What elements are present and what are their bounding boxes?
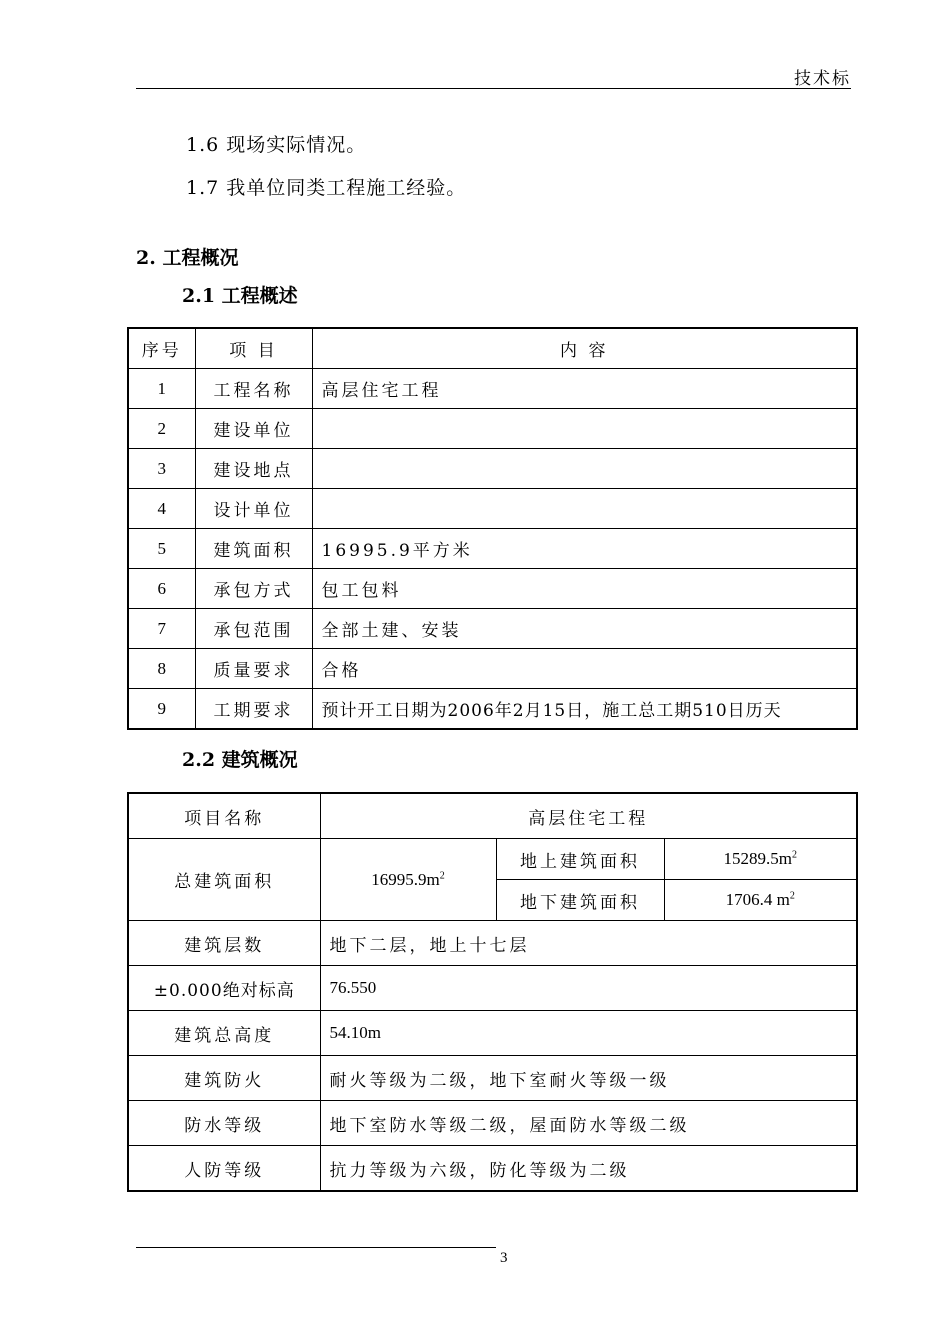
row-no: 5 xyxy=(128,529,195,569)
table-header-row xyxy=(128,328,857,369)
row-label: 人防等级 xyxy=(128,1146,320,1192)
row-label: 建筑防火 xyxy=(128,1056,320,1101)
row-content xyxy=(312,409,857,449)
table-row xyxy=(128,569,857,609)
row-label: 建筑总高度 xyxy=(128,1011,320,1056)
header-cell-content: 内 容 xyxy=(312,328,857,369)
row-label: 防水等级 xyxy=(128,1101,320,1146)
table-row xyxy=(128,609,857,649)
table-row xyxy=(128,649,857,689)
row-label: 建筑层数 xyxy=(128,921,320,966)
body-line-1-7: 1.7 我单位同类工程施工经验。 xyxy=(186,177,467,199)
area-exponent: 2 xyxy=(439,869,445,881)
row-content: 16995.9平方米 xyxy=(312,529,857,569)
row-no: 7 xyxy=(128,609,195,649)
row-content: 合格 xyxy=(312,649,857,689)
header-cell-item: 项 目 xyxy=(195,328,312,369)
header-label: 技术标 xyxy=(794,69,851,89)
table-row xyxy=(128,966,857,1011)
table-row xyxy=(128,1056,857,1101)
body-line-1-6: 1.6 现场实际情况。 xyxy=(186,134,367,156)
header-cell-no: 序号 xyxy=(128,328,195,369)
row-value: 地下二层，地上十七层 xyxy=(320,921,857,966)
table-row xyxy=(128,1146,857,1192)
subsection-title-2-2: 2.2 建筑概况 xyxy=(182,749,298,771)
row-no: 6 xyxy=(128,569,195,609)
footnote-separator xyxy=(136,1247,496,1248)
row-item: 工期要求 xyxy=(195,689,312,730)
row-content xyxy=(312,449,857,489)
row-item: 工程名称 xyxy=(195,369,312,409)
row-item: 质量要求 xyxy=(195,649,312,689)
row-content: 包工包料 xyxy=(312,569,857,609)
row-item: 建设单位 xyxy=(195,409,312,449)
table-row xyxy=(128,489,857,529)
above-area-label: 地上建筑面积 xyxy=(496,839,664,880)
row-value: 76.550 xyxy=(320,966,857,1011)
row-label: ±0.000绝对标高 xyxy=(128,966,320,1011)
row-value: 抗力等级为六级，防化等级为二级 xyxy=(320,1146,857,1192)
row-no: 4 xyxy=(128,489,195,529)
total-area-label: 总建筑面积 xyxy=(128,839,320,921)
above-area-value: 15289.5m xyxy=(723,849,792,868)
row-value: 耐火等级为二级，地下室耐火等级一级 xyxy=(320,1056,857,1101)
row-no: 3 xyxy=(128,449,195,489)
total-area-value: 16995.9m xyxy=(371,869,440,889)
section-title: 2. 工程概况 xyxy=(136,247,239,269)
table-row xyxy=(128,793,857,839)
table-row xyxy=(128,529,857,569)
project-value: 高层住宅工程 xyxy=(320,793,857,839)
row-no: 8 xyxy=(128,649,195,689)
table-row xyxy=(128,449,857,489)
table-row xyxy=(128,689,857,730)
row-no: 9 xyxy=(128,689,195,730)
row-content xyxy=(312,489,857,529)
table-row xyxy=(128,369,857,409)
row-value: 54.10m xyxy=(320,1011,857,1056)
row-content: 预计开工日期为2006年2月15日，施工总工期510日历天 xyxy=(312,689,857,730)
building-table xyxy=(127,792,858,1192)
area-exponent: 2 xyxy=(791,849,797,861)
page-header xyxy=(136,66,851,89)
row-value: 地下室防水等级二级，屋面防水等级二级 xyxy=(320,1101,857,1146)
row-item: 设计单位 xyxy=(195,489,312,529)
row-item: 承包范围 xyxy=(195,609,312,649)
table-row xyxy=(128,921,857,966)
above-area-cell xyxy=(664,839,857,880)
table-row xyxy=(128,1101,857,1146)
overview-table xyxy=(127,327,858,730)
row-no: 2 xyxy=(128,409,195,449)
row-item: 建设地点 xyxy=(195,449,312,489)
subsection-title-2-1: 2.1 工程概述 xyxy=(182,285,298,307)
total-area-cell xyxy=(320,839,496,921)
row-no: 1 xyxy=(128,369,195,409)
below-area-label: 地下建筑面积 xyxy=(496,880,664,921)
table-row xyxy=(128,839,857,880)
table-row xyxy=(128,1011,857,1056)
row-content: 全部土建、安装 xyxy=(312,609,857,649)
table-row xyxy=(128,409,857,449)
page-number: 3 xyxy=(500,1250,508,1266)
row-item: 建筑面积 xyxy=(195,529,312,569)
row-content: 高层住宅工程 xyxy=(312,369,857,409)
below-area-value: 1706.4 m xyxy=(725,890,790,909)
project-label: 项目名称 xyxy=(128,793,320,839)
area-exponent: 2 xyxy=(789,890,795,902)
below-area-cell xyxy=(664,880,857,921)
row-item: 承包方式 xyxy=(195,569,312,609)
